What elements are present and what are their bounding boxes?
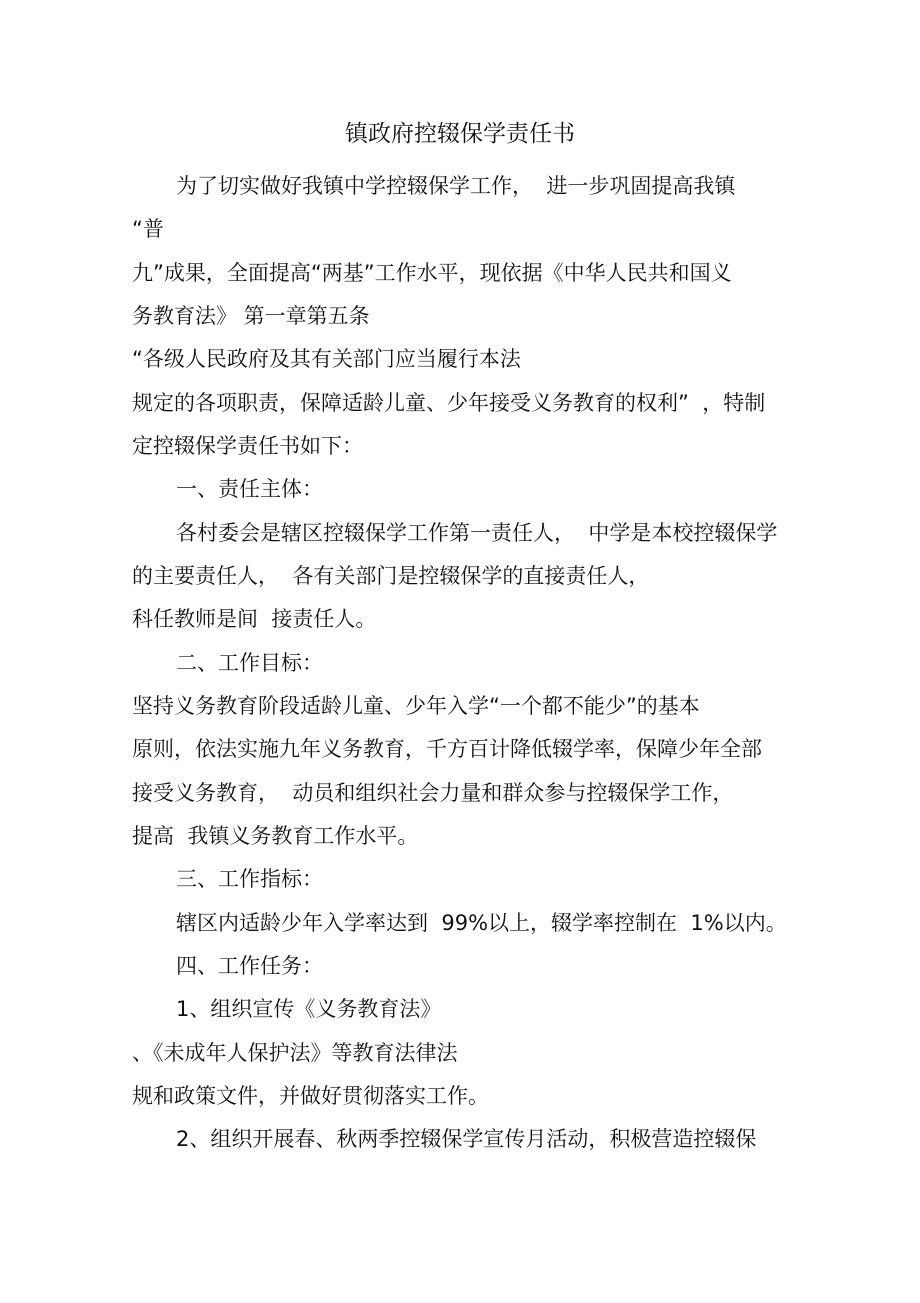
paragraph-line: 科任教师是间 接责任人。 xyxy=(132,607,377,631)
section-heading: 四、工作任务： xyxy=(176,954,323,978)
paragraph-line: 规和政策文件，并做好贯彻落实工作。 xyxy=(132,1084,489,1108)
paragraph-line: 规定的各项职责，保障适龄儿童、少年接受义务教育的权利” ，特制 xyxy=(132,391,766,415)
paragraph-line: 的主要责任人， 各有关部门是控辍保学的直接责任人， xyxy=(132,564,650,588)
paragraph-line: 各村委会是辖区控辍保学工作第一责任人， 中学是本校控辍保学 xyxy=(176,521,778,545)
paragraph-line: 务教育法》 第一章第五条 xyxy=(132,304,370,328)
paragraph-line: 1、组织宣传《义务教育法》 xyxy=(176,997,442,1021)
paragraph-line: 坚持义务教育阶段适龄儿童、少年入学“一个都不能少”的基本 xyxy=(132,694,700,718)
paragraph-line: 九”成果，全面提高“两基”工作水平，现依据《中华人民共和国义 xyxy=(132,261,732,285)
paragraph-line: 为了切实做好我镇中学控辍保学工作， 进一步巩固提高我镇 xyxy=(176,174,736,198)
paragraph-line: 定控辍保学责任书如下： xyxy=(132,434,363,458)
paragraph-line: “各级人民政府及其有关部门应当履行本法 xyxy=(132,347,521,371)
section-heading: 一、责任主体： xyxy=(176,477,323,501)
paragraph-line: 辖区内适龄少年入学率达到 99%以上，辍学率控制在 1%以内。 xyxy=(176,911,787,935)
section-heading: 三、工作指标： xyxy=(176,867,323,891)
document-title: 镇政府控辍保学责任书 xyxy=(345,121,575,147)
section-heading: 二、工作目标： xyxy=(176,651,323,675)
paragraph-line: 原则，依法实施九年义务教育，千方百计降低辍学率，保障少年全部 xyxy=(132,737,762,761)
paragraph-line: “普 xyxy=(132,217,164,241)
paragraph-line: 2、组织开展春、秋两季控辍保学宣传月活动，积极营造控辍保 xyxy=(176,1127,757,1151)
paragraph-line: 、《未成年人保护法》等教育法律法 xyxy=(132,1041,458,1065)
paragraph-line: 提高 我镇义务教育工作水平。 xyxy=(132,824,419,848)
paragraph-line: 接受义务教育， 动员和组织社会力量和群众参与控辍保学工作， xyxy=(132,781,734,805)
